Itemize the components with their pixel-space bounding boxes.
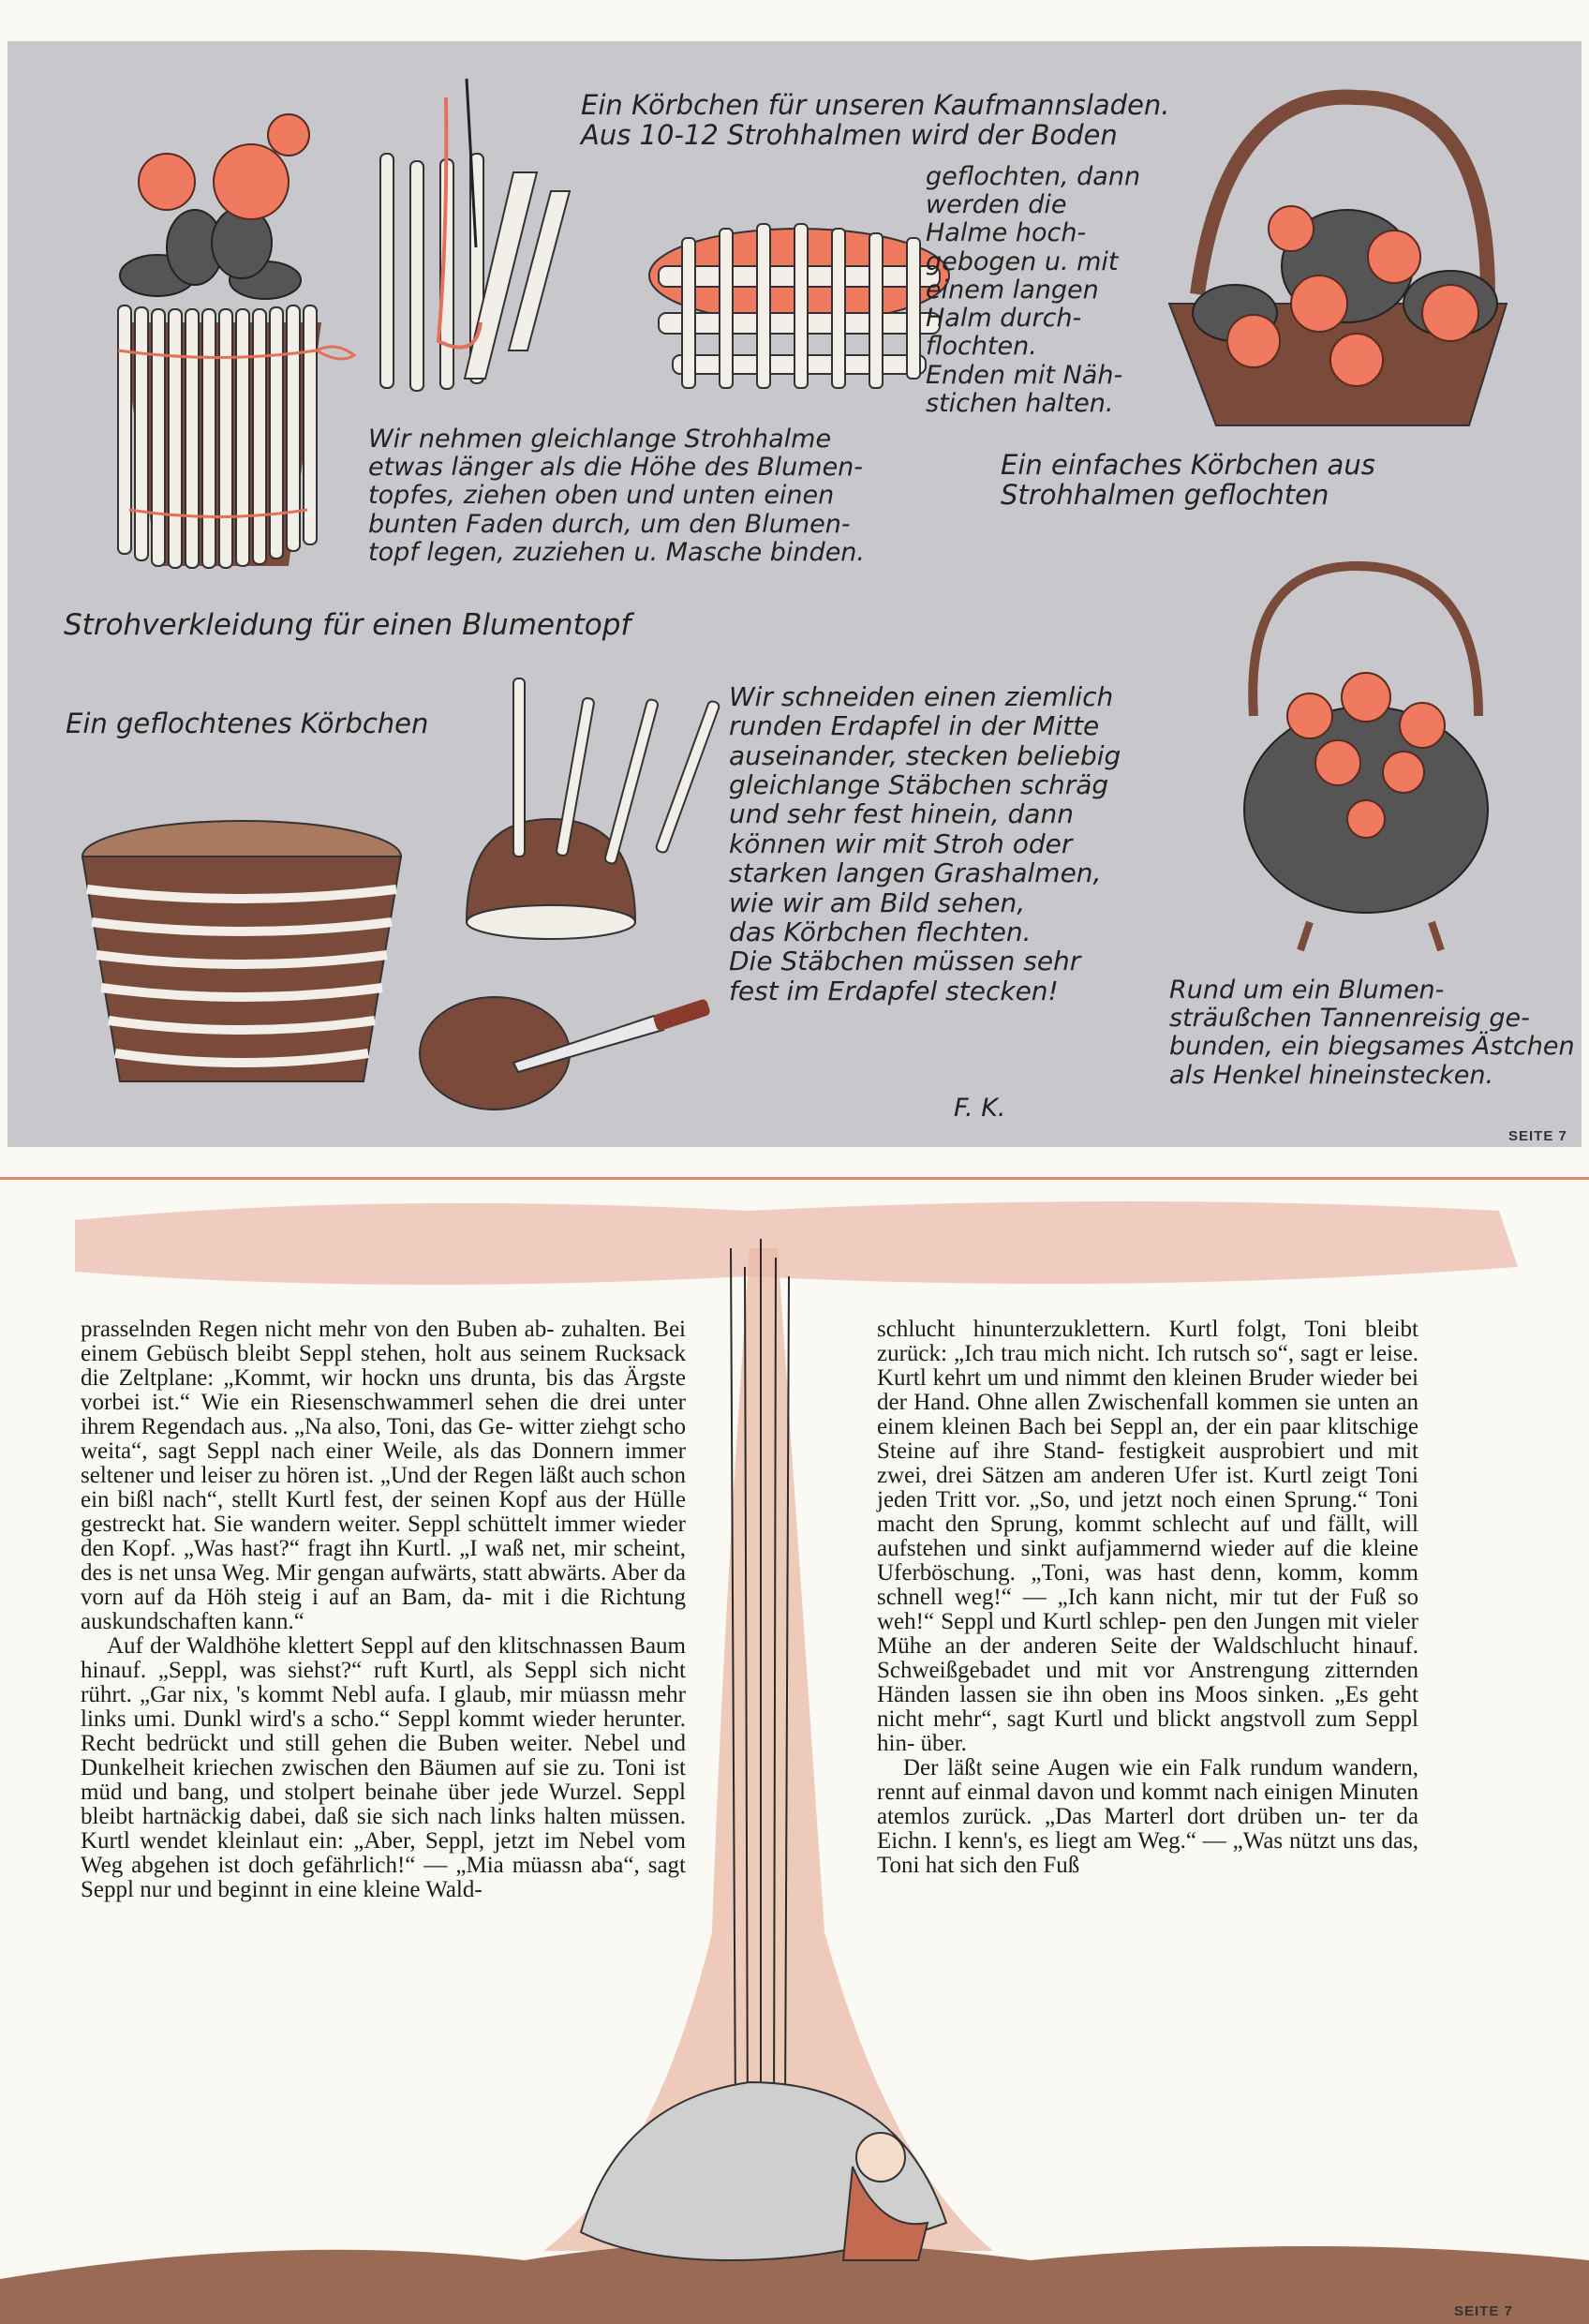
craft-illustration-panel <box>7 41 1582 1147</box>
woven-basket-caption: Ein geflochtenes Körbchen <box>66 708 429 739</box>
story-section <box>0 1183 1589 2324</box>
story-paragraph: Auf der Waldhöhe klettert Seppl auf den klitschnassen Baum hinauf. „Seppl, was siehst?“ ruft Kurtl, als Seppl sich nicht rührt. „Gar nix, 's kommt Nebl aufa. I glaub, mir müassn mehr links umi. Dunkl wird's a scho.“ Seppl kommt wieder herunter. Recht bedrückt und still gehen die Buben weiter. Nebel und Dunkelheit kriechen zwischen den Bäumen auf sie zu. Toni ist müd und bang, und stolpert beinahe über jede Wurzel. Seppl bleibt hartnäckig dabei, daß sie sich nach links halten müssen. Kurtl wendet kleinlaut ein: „Aber, Seppl, jetzt im Nebel vom Weg abgehen ist doch gefährlich!“ — „Mia müassn aba“, sagt Seppl nur und beginnt in eine kleine Wald- <box>81 1633 686 1902</box>
artist-signature: F. K. <box>954 1094 1006 1123</box>
flower-basket-drawing <box>1169 97 1507 425</box>
straws-needle-drawing <box>380 79 570 391</box>
basket-shop-title: Ein Körbchen für unseren Kaufmannsladen. Aus 10-12 Strohhalmen wird der Boden <box>581 89 1170 152</box>
pot-caption: Strohverkleidung für einen Blumentopf <box>64 608 631 642</box>
bouquet-caption: Rund um ein Blumen- sträußchen Tannenreisig ge- bunden, ein biegsames Ästchen als Henkel hineinstecken. <box>1169 976 1575 1090</box>
bouquet-drawing <box>1244 566 1488 950</box>
woven-basket-drawing <box>82 821 401 1081</box>
story-right-column <box>877 1318 1418 1878</box>
story-paragraph: Der läßt seine Augen wie ein Falk rundum wandern, rennt auf einmal davon und kommt nach einigen Minuten atemlos zurück. „Das Marterl dort drüben un- ter da Eichn. I kenn's, es liegt am Weg.“ — „Was nützt uns das, Toni hat sich den Fuß <box>877 1755 1418 1878</box>
straw-pot-drawing <box>118 114 354 568</box>
section-divider <box>0 1177 1589 1180</box>
page-number-top: SEITE 7 <box>1508 1128 1567 1144</box>
story-paragraph: prasselnden Regen nicht mehr von den Buben ab- zuhalten. Bei einem Gebüsch bleibt Seppl stehen, holt aus seinem Rucksack die Zeltplane: „Kommt, wir hockn uns drunta, bis das Ärgste vorbei ist.“ Wie ein Riesenschwammerl sehen die drei unter ihrem Regendach aus. „Na also, Toni, das Ge- witter ziehgt scho weita“, sagt Seppl nach einer Weile, als das Donnern immer seltener und leiser zu hören ist. „Und der Regen läßt auch schon ein bißl nach“, stellt Kurtl fest, der seinen Kopf aus der Hülle gestreckt hat. Sie wandern weiter. Seppl schüttelt immer wieder den Kopf. „Was hast?“ fragt ihn Kurtl. „I waß net, mir scheint, des is net unsa Weg. Mir gengan aufwärts, statt abwärts. Aber da vorn auf da Höh steig i auf an Bam, da- mit i die Richtung auskundschaften kann.“ <box>81 1317 686 1634</box>
simple-basket-caption: Ein einfaches Körbchen aus Strohhalmen geflochten <box>1001 449 1375 512</box>
potato-drawing <box>420 678 720 1110</box>
potato-instructions: Wir schneiden einen ziemlich runden Erdapfel in der Mitte auseinander, stecken beliebig gleichlange Stäbchen schräg und sehr fest hinein, dann können wir mit Stroh oder starken langen Grashalmen, wie wir am Bild sehen, das Körbchen flechten. Die Stäbchen müssen sehr fest im Erdapfel stecken! <box>729 681 1121 1006</box>
page-number-bottom: SEITE 7 <box>1454 2303 1513 2319</box>
basket-shop-steps: geflochten, dann werden die Halme hoch- gebogen u. mit einem langen Halm durch- flochten. Enden mit Näh- stichen halten. <box>926 162 1141 418</box>
story-paragraph: schlucht hinunterzuklettern. Kurtl folgt, Toni bleibt zurück: „Ich trau mich nicht. Ich rutsch so“, sagt er leise. Kurtl kehrt um und nimmt den kleinen Bruder wieder bei der Hand. Ohne allen Zwischenfall kommen sie unten an einem kleinen Bach bei Seppl an, der ein paar klitschige Steine auf ihre Stand- festigkeit ausprobiert und mit zwei, drei Sätzen am anderen Ufer ist. Kurtl zeigt Toni jeden Tritt vor. „So, und jetzt noch einen Sprung.“ Toni macht den Sprung, kommt schlecht auf und fällt, will aufstehen und sinkt aufjammernd wieder auf die kleine Uferböschung. „Toni, was hast denn, komm, komm schnell weg!“ — „Ich kann nicht, mir tut der Fuß so weh!“ Seppl und Kurtl schlep- pen den Jungen mit vieler Mühe an der anderen Seite der Waldschlucht hinauf. Schweißgebadet und mit vor Anstrengung zitternden Händen lassen sie ihn oben ins Moos sinken. „Es geht nicht mehr“, sagt Kurtl und blickt angstvoll zum Seppl hin- über. <box>877 1317 1418 1756</box>
pot-instructions: Wir nehmen gleichlange Strohhalme etwas länger als die Höhe des Blumen- topfes, ziehen oben und unten einen bunten Faden durch, um den Blumen- topf legen, zuziehen u. Masche binden. <box>368 425 865 567</box>
story-left-column <box>81 1318 686 1902</box>
shop-basket-drawing <box>649 224 949 388</box>
